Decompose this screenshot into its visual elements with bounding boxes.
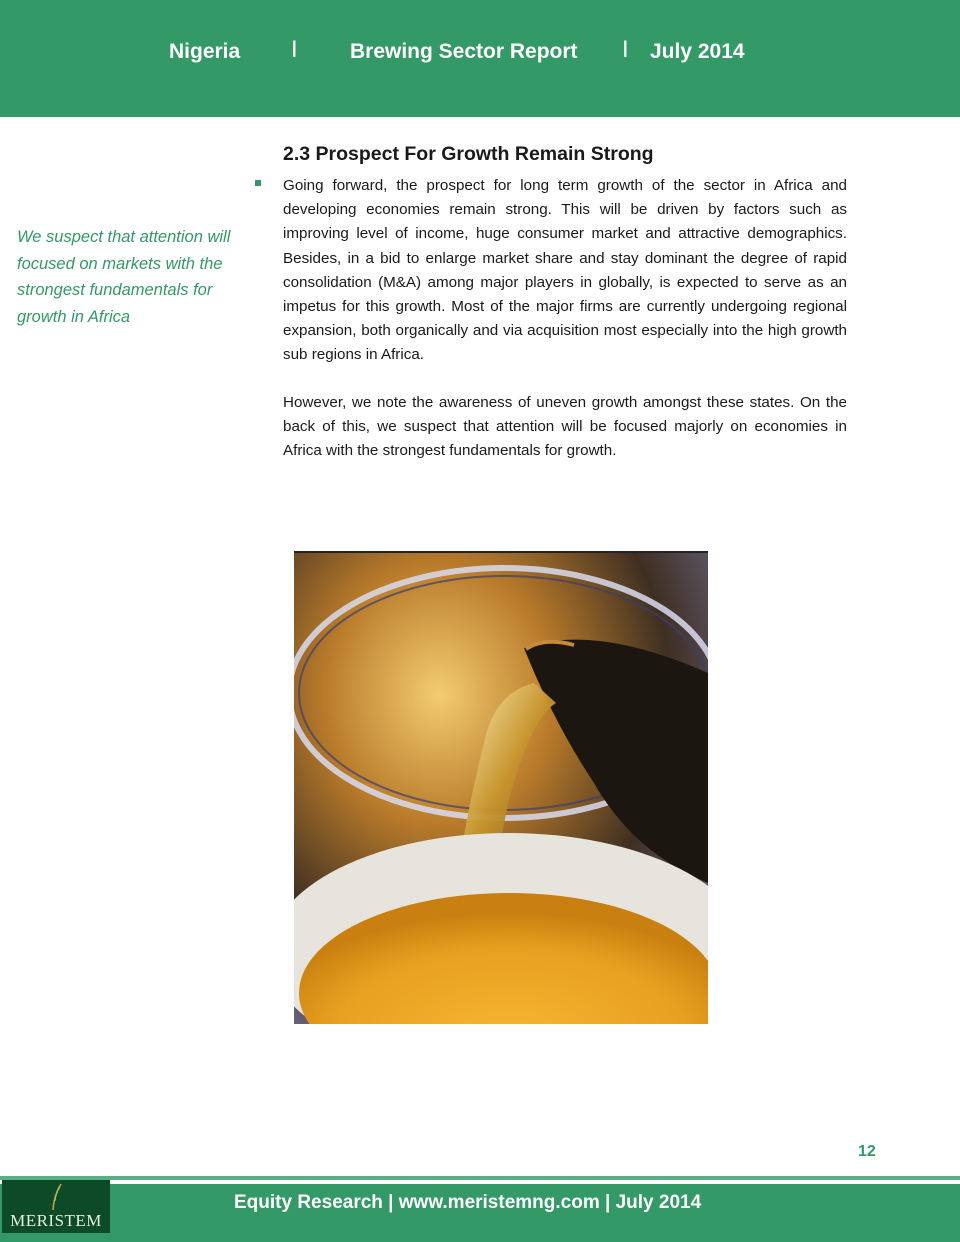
beer-pouring-image — [294, 551, 708, 1024]
bullet-icon — [255, 180, 261, 186]
section-title: 2.3 Prospect For Growth Remain Strong — [283, 143, 654, 165]
sidebar-pull-quote: We suspect that attention will focused on markets with the strongest fundamentals for growth in Africa — [17, 228, 231, 326]
header-report-title: Brewing Sector Report — [350, 40, 578, 63]
header-separator: I — [291, 36, 298, 63]
header-date: July 2014 — [650, 40, 745, 63]
header-country: Nigeria — [169, 40, 241, 63]
footer-divider — [0, 1176, 960, 1180]
meristem-logo — [2, 1180, 110, 1233]
page-number: 12 — [858, 1143, 876, 1160]
page-header — [0, 0, 960, 117]
logo-wordmark: MERISTEM — [10, 1211, 102, 1230]
paragraph-1: Going forward, the prospect for long term growth of the sector in Africa and developing economies remain strong. This will be driven by factors such as improving level of income, huge consumer market and attractive demographics. Besides, in a bid to enlarge market share and stay dominant the degree of rapid consolidation (M&A) among major players in globally, is expected to serve as an impetus for this growth. Most of the major firms are currently undergoing regional expansion, both organically and via acquisition most especially into the high growth sub regions in Africa. — [283, 177, 847, 364]
leaf-icon — [50, 1183, 64, 1211]
header-separator: I — [622, 36, 629, 63]
paragraph-2: However, we note the awareness of uneven growth amongst these states. On the back of this, we suspect that attention will be focused majorly on economies in Africa with the strongest fundamentals for growth. — [283, 394, 847, 460]
footer-text: Equity Research | www.meristemng.com | July 2014 — [234, 1192, 702, 1213]
